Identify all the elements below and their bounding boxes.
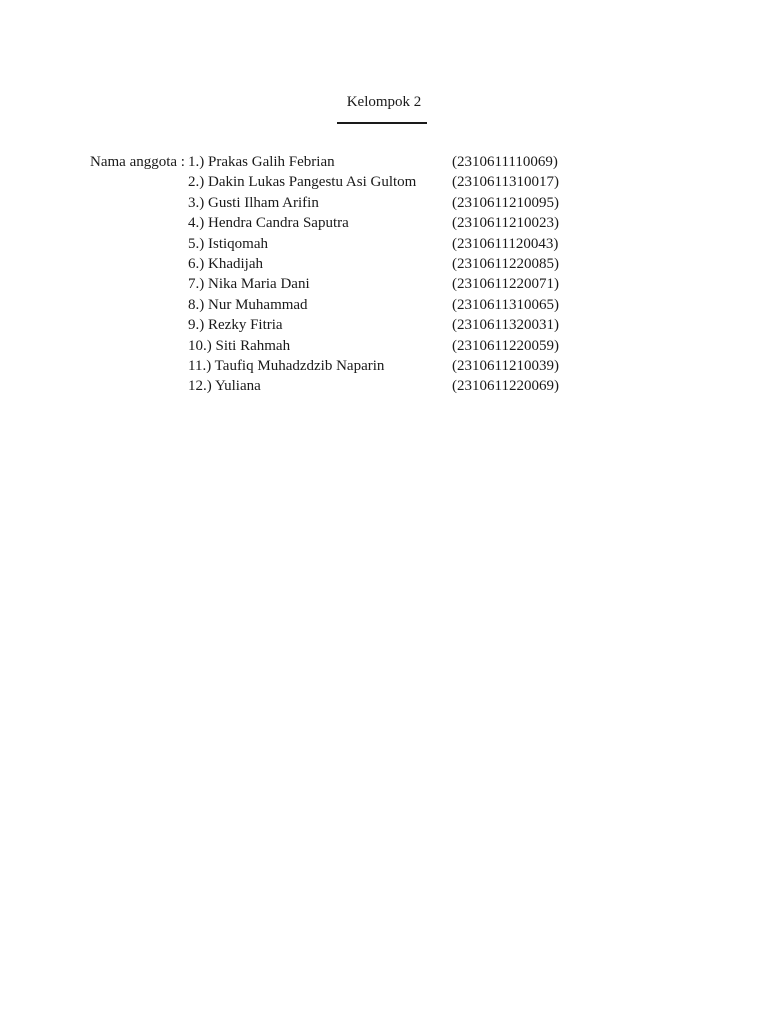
member-name: 1.) Prakas Galih Febrian [188, 154, 335, 170]
member-nim: (2310611310017) [452, 174, 559, 191]
member-name: 3.) Gusti Ilham Arifin [188, 194, 319, 211]
list-item [188, 254, 568, 274]
members-list [188, 152, 568, 397]
member-name: 7.) Nika Maria Dani [188, 276, 310, 293]
member-name: 12.) Yuliana [188, 378, 261, 395]
member-name: 8.) Nur Muhammad [188, 296, 308, 313]
list-item [188, 274, 568, 294]
member-name: 4.) Hendra Candra Saputra [188, 215, 349, 232]
list-item [188, 213, 568, 233]
list-item [188, 376, 568, 396]
member-nim: (2310611120043) [452, 235, 559, 252]
member-nim: (2310611210039) [452, 357, 559, 374]
page-title: Kelompok 2 [346, 94, 422, 110]
member-nim: (2310611210023) [452, 215, 559, 232]
list-item [188, 152, 568, 172]
list-item [188, 234, 568, 254]
member-nim: (2310611220071) [452, 276, 559, 293]
member-nim: (2310611320031) [452, 317, 559, 334]
member-name: 2.) Dakin Lukas Pangestu Asi Gultom [188, 174, 417, 191]
title-underline [337, 122, 427, 124]
member-name: 9.) Rezky Fitria [188, 317, 283, 334]
member-nim: (2310611220085) [452, 255, 559, 272]
list-item [188, 295, 568, 315]
member-name: 10.) Siti Rahmah [188, 337, 291, 354]
member-name: 6.) Khadijah [188, 255, 263, 272]
member-name: 11.) Taufiq Muhadzdzib Naparin [188, 357, 385, 374]
list-item [188, 193, 568, 213]
list-item [188, 336, 568, 356]
member-nim: (2310611310065) [452, 296, 559, 313]
member-nim: (2310611220059) [452, 337, 559, 354]
list-item [188, 315, 568, 335]
member-nim: (2310611110069) [452, 154, 558, 170]
member-name: 5.) Istiqomah [188, 235, 268, 252]
list-item [188, 172, 568, 192]
member-nim: (2310611210095) [452, 194, 559, 211]
list-item [188, 356, 568, 376]
members-label: Nama anggota : [90, 154, 185, 170]
member-nim: (2310611220069) [452, 378, 559, 395]
